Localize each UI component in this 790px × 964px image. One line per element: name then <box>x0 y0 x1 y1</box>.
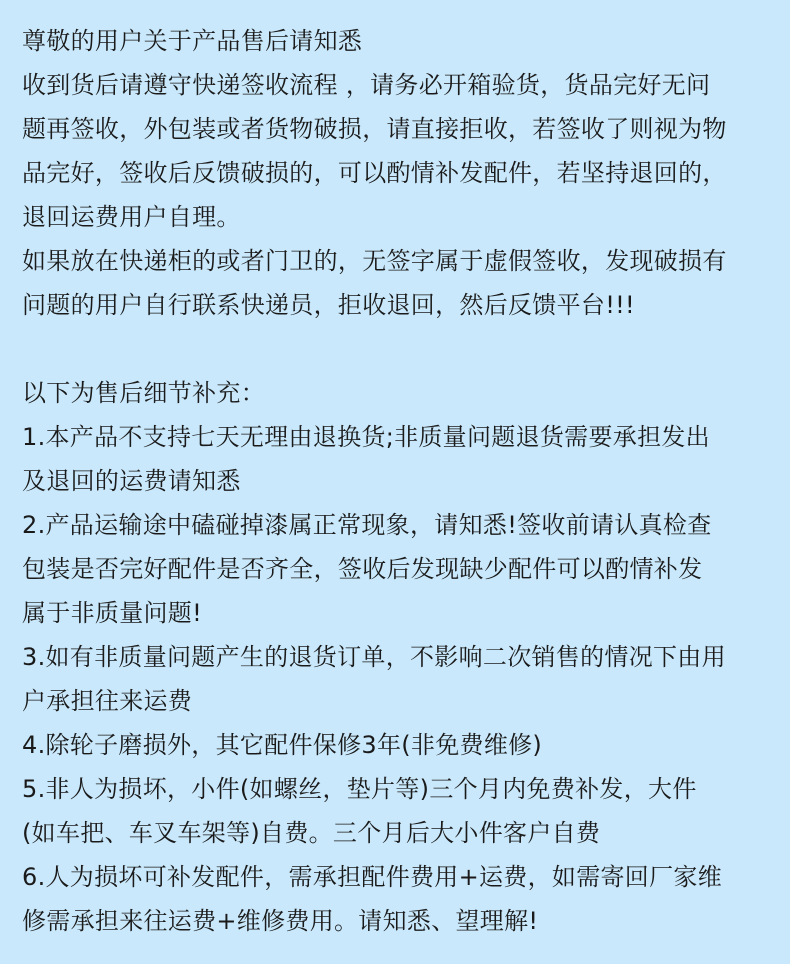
detail-line: 5.非人为损坏，小件(如螺丝，垫片等)三个月内免费补发，大件 <box>22 775 697 803</box>
detail-line: 2.产品运输途中磕碰掉漆属正常现象，请知悉!签收前请认真检查 <box>22 511 712 539</box>
detail-line: 及退回的运费请知悉 <box>22 467 241 495</box>
intro-line: 如果放在快递柜的或者门卫的，无签字属于虚假签收，发现破损有 <box>22 247 727 275</box>
detail-line: 属于非质量问题! <box>22 599 203 627</box>
detail-line: 1.本产品不支持七天无理由退换货;非质量问题退货需要承担发出 <box>22 423 710 451</box>
detail-line: 6.人为损坏可补发配件，需承担配件费用+运费，如需寄回厂家维 <box>22 863 723 891</box>
details-list <box>22 415 770 943</box>
detail-line: 修需承担来往运费+维修费用。请知悉、望理解! <box>22 907 539 935</box>
detail-line: (如车把、车叉车架等)自费。三个月后大小件客户自费 <box>22 819 601 847</box>
detail-line: 包装是否完好配件是否齐全，签收后发现缺少配件可以酌情补发 <box>22 555 703 583</box>
detail-line: 4.除轮子磨损外，其它配件保修3年(非免费维修) <box>22 731 543 759</box>
intro-line: 品完好，签收后反馈破损的，可以酌情补发配件，若坚持退回的， <box>22 159 727 187</box>
detail-line: 户承担往来运费 <box>22 687 193 715</box>
intro-line: 退回运费用户自理。 <box>22 203 241 231</box>
intro-line: 问题的用户自行联系快递员，拒收退回，然后反馈平台!!! <box>22 291 635 319</box>
supplement-heading: 以下为售后细节补充： <box>22 379 265 407</box>
notice-title: 尊敬的用户关于产品售后请知悉 <box>22 27 363 55</box>
intro-paragraph <box>22 63 770 327</box>
intro-line: 题再签收，外包装或者货物破损，请直接拒收，若签收了则视为物 <box>22 115 727 143</box>
intro-line: 收到货后请遵守快递签收流程 ，请务必开箱验货，货品完好无问 <box>22 71 711 99</box>
detail-line: 3.如有非质量问题产生的退货订单，不影响二次销售的情况下由用 <box>22 643 726 671</box>
paragraph-spacer <box>22 327 770 371</box>
